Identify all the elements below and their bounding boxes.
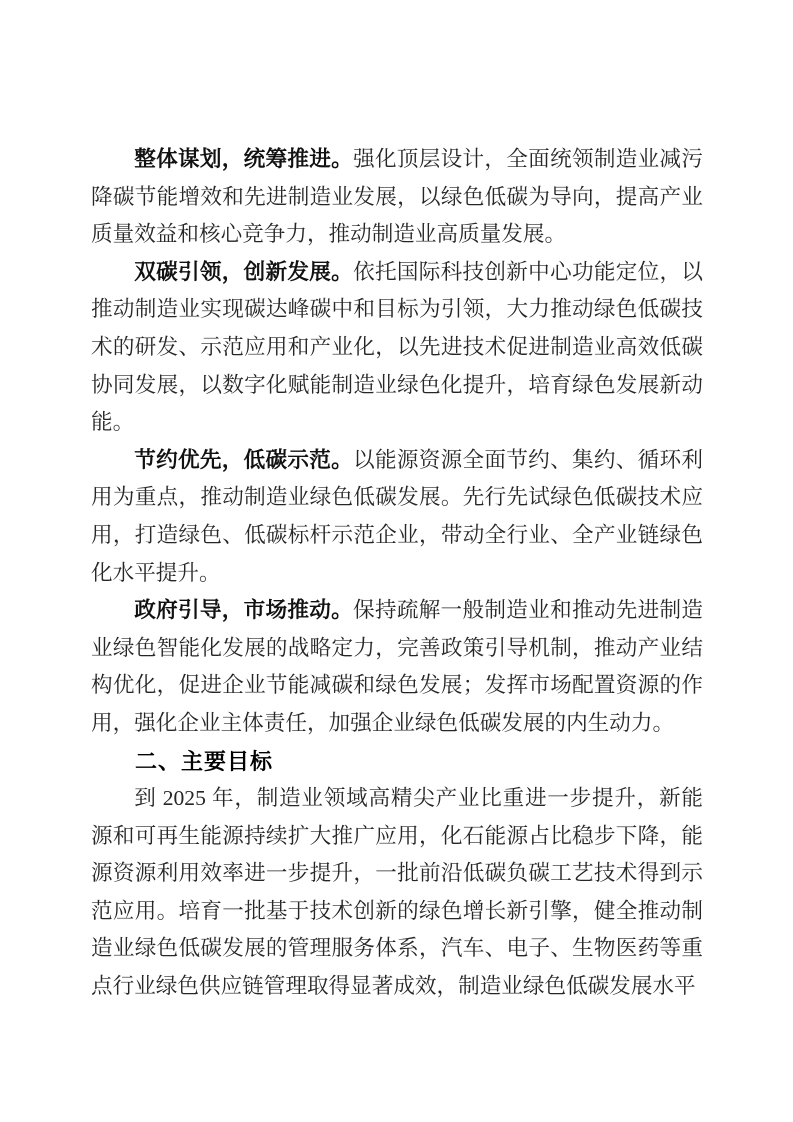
paragraph-body: 到 2025 年，制造业领域高精尖产业比重进一步提升，新能源和可再生能源持续扩大推广应用，化石能源占比稳步下降，能源资源利用效率进一步提升，一批前沿低碳负碳工艺技术得到示范应用。培育一批基于技术创新的绿色增长新引擎，健全推动制造业绿色低碳发展的管理服务体系，汽车、电子、生物医药等重点行业绿色供应链管理取得显著成效，制造业绿色低碳发展水平 xyxy=(91,786,703,999)
paragraph-body: 以能源资源全面节约、集约、循环利用为重点，推动制造业绿色低碳发展。先行先试绿色低碳技术应用，打造绿色、低碳标杆示范企业，带动全行业、全产业链绿色化水平提升。 xyxy=(91,447,703,585)
document-text-block xyxy=(91,141,703,1006)
paragraph-dual-carbon xyxy=(91,254,703,442)
paragraph-government-guidance xyxy=(91,592,703,742)
paragraph-body: 强化顶层设计，全面统领制造业减污降碳节能增效和先进制造业发展，以绿色低碳为导向，提高产业质量效益和核心竞争力，推动制造业高质量发展。 xyxy=(91,147,703,247)
paragraph-lead: 双碳引领，创新发展。 xyxy=(134,259,354,284)
paragraph-body: 保持疏解一般制造业和推动先进制造业绿色智能化发展的战略定力，完善政策引导机制，推动产业结构优化，促进企业节能减碳和绿色发展；发挥市场配置资源的作用，强化企业主体责任，加强企业绿色低碳发展的内生动力。 xyxy=(91,598,703,735)
paragraph-lead: 政府引导，市场推动。 xyxy=(134,598,354,623)
paragraph-lead: 节约优先，低碳示范。 xyxy=(134,447,354,472)
section-heading-main-goals: 二、主要目标 xyxy=(135,748,274,774)
paragraph-body: 依托国际科技创新中心功能定位，以推动制造业实现碳达峰碳中和目标为引领，大力推动绿色低碳技术的研发、示范应用和产业化，以先进技术促进制造业高效低碳协同发展，以数字化赋能制造业绿色化提升，培育绿色发展新动能。 xyxy=(91,259,703,435)
paragraph-conservation-first xyxy=(91,442,703,592)
paragraph-lead: 整体谋划，统筹推进。 xyxy=(134,147,354,171)
paragraph-overall-planning xyxy=(91,141,703,254)
paragraph-2025-goals xyxy=(91,780,703,1006)
